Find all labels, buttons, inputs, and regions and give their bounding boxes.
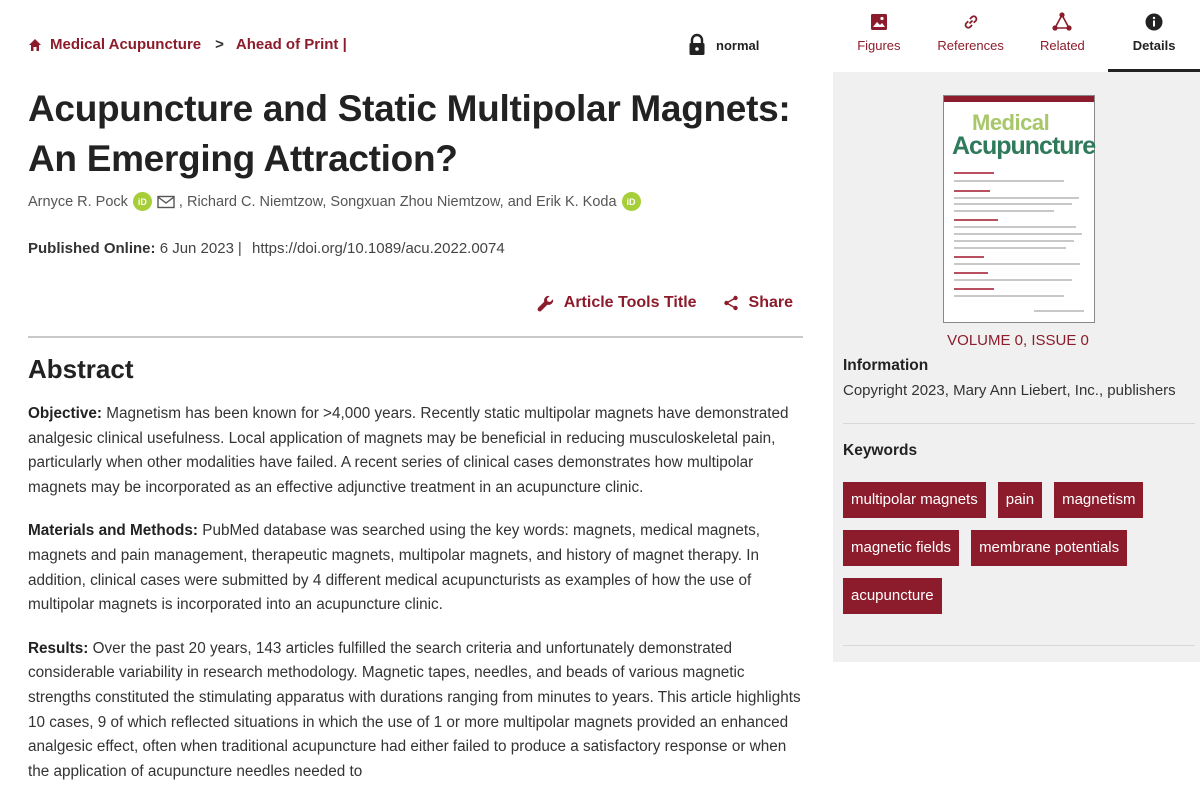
cover-text-line bbox=[954, 272, 988, 274]
article-main bbox=[28, 0, 803, 780]
abstract-body bbox=[28, 402, 803, 803]
tab-related[interactable] bbox=[1017, 0, 1109, 72]
abstract-section-text: Magnetism has been known for >4,000 years. Recently static multipolar magnets have demonstrated analgesic clinical usefulness. Local application of magnets may be beneficial in reducing musculoskeletal pain, particularly when other modalities have failed. A recent series of clinical cases demonstrates how multipolar magnets may be incorporated as an effective adjunctive treatment in an acupuncture clinic. bbox=[28, 405, 789, 496]
access-status bbox=[688, 34, 759, 56]
abstract-section-label: Results: bbox=[28, 639, 89, 657]
article-tools-label: Article Tools Title bbox=[563, 294, 697, 311]
cover-text-line bbox=[1034, 310, 1084, 312]
article-tools-bar bbox=[537, 294, 793, 312]
breadcrumb-separator: > bbox=[215, 36, 224, 53]
keyword-tag[interactable]: membrane potentials bbox=[971, 530, 1127, 566]
cover-text-line bbox=[954, 203, 1072, 205]
keyword-tag[interactable]: acupuncture bbox=[843, 578, 942, 614]
cover-text-line bbox=[954, 279, 1072, 281]
cover-band bbox=[944, 96, 1094, 102]
abstract-section-label: Objective: bbox=[28, 405, 102, 422]
keywords-heading: Keywords bbox=[843, 442, 918, 459]
cover-text-line bbox=[954, 219, 998, 221]
cover-text-line bbox=[954, 295, 1064, 297]
cover-text-line bbox=[954, 240, 1074, 242]
lock-icon bbox=[688, 34, 706, 56]
tab-details[interactable] bbox=[1108, 0, 1200, 72]
share-icon bbox=[723, 295, 739, 311]
orcid-icon[interactable]: iD bbox=[133, 192, 152, 211]
breadcrumb-section-link[interactable]: Ahead of Print | bbox=[235, 36, 347, 53]
keyword-list bbox=[843, 482, 1193, 626]
info-separator: | bbox=[237, 240, 242, 257]
abstract-results bbox=[28, 637, 803, 785]
share-button[interactable] bbox=[723, 294, 793, 312]
info-icon bbox=[1144, 12, 1164, 32]
cover-text-line bbox=[954, 180, 1064, 182]
network-icon bbox=[1052, 12, 1072, 32]
cover-text-line bbox=[954, 172, 994, 174]
tab-figures[interactable] bbox=[833, 0, 925, 72]
keyword-tag[interactable]: magnetic fields bbox=[843, 530, 959, 566]
orcid-icon[interactable]: iD bbox=[622, 192, 641, 211]
information-heading: Information bbox=[843, 357, 929, 374]
sidebar-divider bbox=[843, 423, 1195, 424]
abstract-section-label: Materials and Methods: bbox=[28, 522, 198, 540]
breadcrumb bbox=[28, 36, 347, 53]
keyword-tag[interactable]: multipolar magnets bbox=[843, 482, 986, 518]
cover-title-line2: Acupuncture bbox=[952, 132, 1096, 160]
copyright-text: Copyright 2023, Mary Ann Liebert, Inc., publishers bbox=[843, 382, 1176, 399]
home-icon[interactable] bbox=[28, 38, 42, 52]
cover-text-line bbox=[954, 247, 1066, 249]
sidebar-divider bbox=[843, 645, 1195, 646]
doi-link[interactable]: https://doi.org/10.1089/acu.2022.0074 bbox=[252, 240, 505, 257]
journal-cover[interactable] bbox=[943, 95, 1095, 323]
author-names[interactable]: , Richard C. Niemtzow, Songxuan Zhou Niemtzow, and Erik K. Koda bbox=[178, 193, 617, 210]
author-list bbox=[28, 192, 644, 211]
abstract-section-text: PubMed database was searched using the key words: magnets, medical magnets, magnets and pain management, therapeutic magnets, multipolar magnets, and history of magnet therapy. In addition, clinical cases were submitted by 4 different medical acupuncturists as examples of how the use of multipolar magnets is incorporated into an acupuncture clinic. bbox=[28, 522, 761, 614]
image-icon bbox=[869, 12, 889, 32]
abstract-heading: Abstract bbox=[28, 354, 134, 384]
tab-label: Details bbox=[1132, 38, 1176, 53]
cover-text-line bbox=[954, 263, 1080, 265]
mail-icon[interactable] bbox=[157, 195, 175, 209]
share-label: Share bbox=[748, 294, 793, 311]
sidebar-tabs bbox=[833, 0, 1200, 72]
published-date: 6 Jun 2023 bbox=[159, 240, 234, 257]
access-label: normal bbox=[716, 37, 760, 53]
tab-label: Figures bbox=[857, 38, 901, 53]
tab-label: References bbox=[937, 38, 1004, 53]
link-icon bbox=[961, 12, 981, 32]
cover-text-line bbox=[954, 226, 1076, 228]
section-divider bbox=[28, 336, 803, 338]
keyword-tag[interactable]: pain bbox=[998, 482, 1042, 518]
tab-label: Related bbox=[1039, 38, 1085, 53]
abstract-objective bbox=[28, 402, 803, 500]
cover-text-line bbox=[954, 233, 1082, 235]
publication-info bbox=[28, 240, 505, 257]
keyword-tag[interactable]: magnetism bbox=[1054, 482, 1143, 518]
abstract-methods bbox=[28, 519, 803, 617]
cover-text-line bbox=[954, 288, 994, 290]
author-name[interactable]: Arnyce R. Pock bbox=[28, 193, 128, 210]
volume-issue[interactable]: VOLUME 0, ISSUE 0 bbox=[947, 332, 1089, 349]
cover-text-line bbox=[954, 190, 990, 192]
details-panel bbox=[833, 72, 1200, 662]
wrench-icon bbox=[537, 295, 554, 312]
abstract-section-text: Over the past 20 years, 143 articles fulfilled the search criteria and unfortunately demonstrated considerable variability in research methodology. Magnetic tapes, needles, and beads of various magnetic strengths constituted the stimulating apparatus with durations ranging from minutes to years. This article highlights 10 cases, 9 of which reflected situations in which the use of 1 or more multipolar magnets provided an enhanced analgesic effect, often when traditional acupuncture had either failed to produce a satisfactory response or when the application of acupuncture needles needed to bbox=[28, 639, 801, 780]
breadcrumb-journal-link[interactable]: Medical Acupuncture bbox=[50, 36, 202, 53]
article-tools-button[interactable] bbox=[537, 294, 697, 312]
cover-text-line bbox=[954, 256, 984, 258]
published-label: Published Online: bbox=[28, 240, 156, 257]
cover-text-line bbox=[954, 197, 1079, 199]
cover-text-line bbox=[954, 210, 1054, 212]
article-title: Acupuncture and Static Multipolar Magnets: An Emerging Attraction? bbox=[28, 88, 791, 179]
tab-references[interactable] bbox=[925, 0, 1017, 72]
cover-title-line1: Medical bbox=[972, 110, 1050, 135]
